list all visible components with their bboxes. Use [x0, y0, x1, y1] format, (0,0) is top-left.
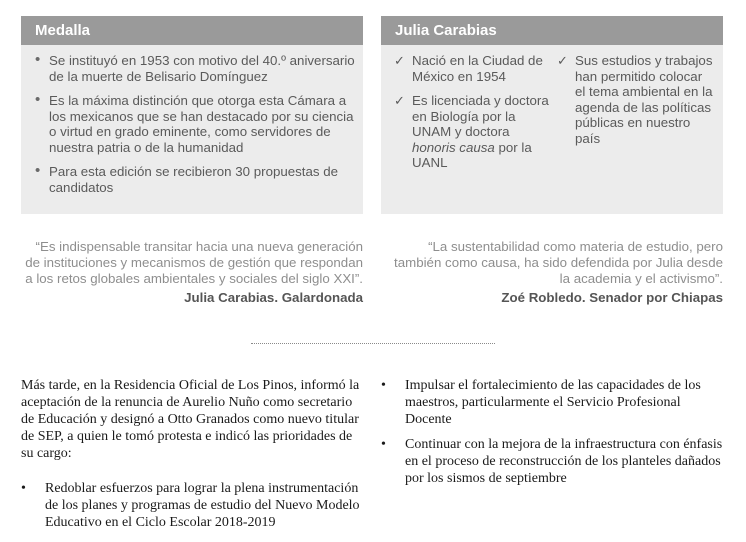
bullet-icon: •: [381, 437, 386, 452]
bullet-icon: •: [35, 162, 41, 179]
article-paragraph: Más tarde, en la Residencia Oficial de Los Pinos, informó la aceptación de la renuncia de Aurelio Nuño como secretario de Educación y designó a Otto Granados como nuevo titular de SEP, a quien le tomó protesta e indicó las prioridades de su cargo:: [21, 378, 360, 461]
bullet-icon: •: [21, 481, 26, 496]
bullet-icon: •: [35, 91, 41, 108]
medalla-list: [35, 51, 359, 204]
check-icon: ✓: [394, 93, 405, 108]
medalla-title: Medalla: [21, 16, 363, 45]
list-item: • Impulsar el fortalecimiento de las capacidades de los maestros, particularmente el Servicio Profesional Docente: [381, 378, 701, 427]
bullet-icon: •: [35, 51, 41, 68]
article-list-left: [21, 480, 365, 531]
list-item: • Para esta edición se recibieron 30 propuestas de candidatos: [35, 162, 339, 195]
julia-carabias-title: Julia Carabias: [381, 16, 723, 45]
list-item: ✓ Nació en la Ciudad de México en 1954: [394, 53, 543, 84]
section-divider: [251, 343, 495, 344]
list-item: • Es la máxima distinción que otorga esta Cámara a los mexicanos que se han destacado por su ciencia o virtud en grado eminente, como servidores de nuestra patria o de la humanidad: [35, 91, 354, 155]
quote-author-right: Zoé Robledo. Senador por Chiapas: [501, 290, 723, 305]
list-item: ✓ Es licenciada y doctora en Biología por la UNAM y doctora honoris causa por la UANL: [394, 93, 549, 170]
julia-list-left: [394, 53, 552, 180]
list-item: • Se instituyó en 1953 con motivo del 40.º aniversario de la muerte de Belisario Domínguez: [35, 51, 355, 84]
julia-carabias-box: [381, 16, 723, 214]
quote-julia-carabias: “Es indispensable transitar hacia una nueva generación de instituciones y mecanismos de gestión que respondan a los retos globales ambientales y sociales del siglo XXI”.: [25, 239, 363, 286]
article-list-right: [381, 377, 725, 495]
check-icon: ✓: [557, 53, 568, 68]
medalla-box: [21, 16, 363, 214]
bullet-icon: •: [381, 378, 386, 393]
list-item: • Redoblar esfuerzos para lograr la plena instrumentación de los planes y programas de estudio del Nuevo Modelo Educativo en el Ciclo Escolar 2018-2019: [21, 481, 360, 530]
quote-author-left: Julia Carabias. Galardonada: [184, 290, 363, 305]
list-item: • Continuar con la mejora de la infraestructura con énfasis en el proceso de reconstrucción de los planteles dañados por los sismos de septiembre: [381, 437, 723, 486]
quote-zoe-robledo: “La sustentabilidad como materia de estudio, pero también como causa, ha sido defendida por Julia desde la academia y el activismo”.: [394, 239, 723, 286]
check-icon: ✓: [394, 53, 405, 68]
julia-list-right: [557, 53, 715, 155]
list-item: ✓ Sus estudios y trabajos han permitido colocar el tema ambiental en la agenda de las políticas públicas en nuestro país: [557, 53, 713, 146]
